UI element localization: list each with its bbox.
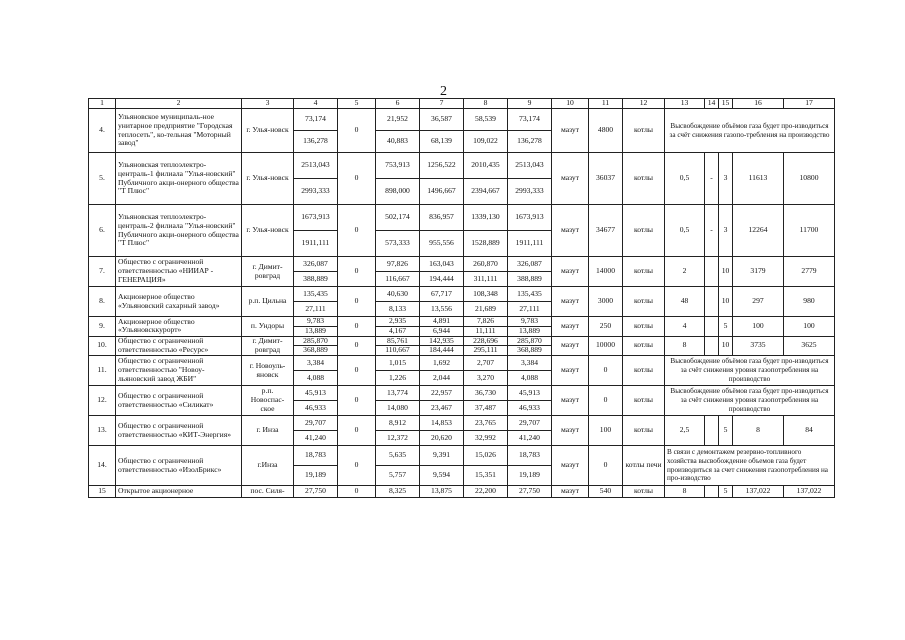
- value-cell: 297: [733, 287, 784, 317]
- equipment-cell: котлы: [623, 336, 665, 356]
- value-cell: 3,270: [464, 371, 508, 386]
- value-cell: 3: [719, 205, 733, 257]
- value-cell: 0: [338, 257, 376, 287]
- table-row: [89, 336, 835, 346]
- value-cell: 23,467: [420, 401, 464, 416]
- value-cell: 41,240: [508, 431, 552, 446]
- value-cell: 7,826: [464, 317, 508, 327]
- location-cell: г. Улья-новск: [242, 205, 294, 257]
- fuel-type-cell: мазут: [552, 486, 589, 498]
- value-cell: 1,015: [376, 356, 420, 371]
- value-cell: 1911,111: [508, 231, 552, 257]
- row-number-cell: 11.: [89, 356, 116, 386]
- note-cell: Высвобождение объёмов газа будет про-изводиться за счёт снижения уровня газопотребления на производство: [665, 356, 835, 386]
- value-cell: 1339,130: [464, 205, 508, 231]
- value-cell: 41,240: [294, 431, 338, 446]
- value-cell: 13,875: [420, 486, 464, 498]
- value-cell: 13,774: [376, 386, 420, 401]
- location-cell: р.п. Новоспас-ское: [242, 386, 294, 416]
- fuel-type-cell: мазут: [552, 386, 589, 416]
- value-cell: 8,325: [376, 486, 420, 498]
- note-cell: В связи с демонтажем резервно-топливного хозяйства высвобождение объемов газа будет производиться за счет снижения газопотребления на про-изводство: [665, 446, 835, 486]
- value-cell: 8: [665, 486, 705, 498]
- value-cell: 116,667: [376, 272, 420, 287]
- value-cell: 5: [719, 317, 733, 337]
- fuel-type-cell: мазут: [552, 317, 589, 337]
- value-cell: 0: [338, 416, 376, 446]
- value-cell: 5: [719, 486, 733, 498]
- value-cell: 295,111: [464, 346, 508, 356]
- location-cell: г. Димит-ровград: [242, 336, 294, 356]
- value-cell: [705, 257, 719, 287]
- value-cell: 0,5: [665, 205, 705, 257]
- value-cell: 1,226: [376, 371, 420, 386]
- value-cell: 4800: [589, 109, 623, 153]
- value-cell: 0: [338, 287, 376, 317]
- value-cell: 48: [665, 287, 705, 317]
- equipment-cell: котлы: [623, 356, 665, 386]
- value-cell: 368,889: [294, 346, 338, 356]
- location-cell: г. Инза: [242, 416, 294, 446]
- value-cell: 8: [665, 336, 705, 356]
- header-cell: 15: [719, 99, 733, 109]
- value-cell: 3735: [733, 336, 784, 356]
- value-cell: 326,087: [294, 257, 338, 272]
- value-cell: 73,174: [294, 109, 338, 131]
- value-cell: 980: [784, 287, 835, 317]
- organization-cell: Акционерное общество «Ульяновсккурорт»: [116, 317, 242, 337]
- value-cell: 0: [338, 356, 376, 386]
- location-cell: г. Улья-новск: [242, 109, 294, 153]
- equipment-cell: котлы: [623, 416, 665, 446]
- header-cell: 13: [665, 99, 705, 109]
- value-cell: 36,587: [420, 109, 464, 131]
- value-cell: 2,5: [665, 416, 705, 446]
- value-cell: 163,043: [420, 257, 464, 272]
- value-cell: 1256,522: [420, 153, 464, 179]
- value-cell: 13,889: [294, 326, 338, 336]
- value-cell: 1911,111: [294, 231, 338, 257]
- value-cell: 194,444: [420, 272, 464, 287]
- location-cell: г.Инза: [242, 446, 294, 486]
- value-cell: 29,707: [508, 416, 552, 431]
- location-cell: г. Димит-ровград: [242, 257, 294, 287]
- value-cell: 100: [589, 416, 623, 446]
- value-cell: 21,952: [376, 109, 420, 131]
- organization-cell: Общество с ограниченной ответственностью «Силикат»: [116, 386, 242, 416]
- location-cell: г. Улья-новск: [242, 153, 294, 205]
- table-row: [89, 317, 835, 327]
- equipment-cell: котлы: [623, 287, 665, 317]
- value-cell: 21,689: [464, 302, 508, 317]
- value-cell: 18,783: [508, 446, 552, 466]
- value-cell: 0,5: [665, 153, 705, 205]
- value-cell: 9,391: [420, 446, 464, 466]
- value-cell: 137,022: [784, 486, 835, 498]
- value-cell: 0: [338, 317, 376, 337]
- value-cell: 14,853: [420, 416, 464, 431]
- value-cell: 40,630: [376, 287, 420, 302]
- table-row: [89, 386, 835, 401]
- value-cell: 15,026: [464, 446, 508, 466]
- organization-cell: Открытое акционерное: [116, 486, 242, 498]
- value-cell: 100: [784, 317, 835, 337]
- fuel-type-cell: мазут: [552, 153, 589, 205]
- value-cell: 0: [338, 446, 376, 486]
- value-cell: 228,696: [464, 336, 508, 346]
- value-cell: 0: [589, 386, 623, 416]
- value-cell: [705, 336, 719, 356]
- value-cell: 10000: [589, 336, 623, 356]
- value-cell: 753,913: [376, 153, 420, 179]
- value-cell: 0: [338, 109, 376, 153]
- row-number-cell: 9.: [89, 317, 116, 337]
- value-cell: 10: [719, 287, 733, 317]
- value-cell: 135,435: [294, 287, 338, 302]
- value-cell: 5: [719, 416, 733, 446]
- equipment-cell: котлы: [623, 486, 665, 498]
- value-cell: 2,707: [464, 356, 508, 371]
- value-cell: 19,189: [294, 466, 338, 486]
- value-cell: 898,000: [376, 179, 420, 205]
- header-cell: 10: [552, 99, 589, 109]
- fuel-type-cell: мазут: [552, 416, 589, 446]
- value-cell: 137,022: [733, 486, 784, 498]
- table-row: [89, 257, 835, 272]
- organization-cell: Общество с ограниченной ответственностью «ИзолБрикс»: [116, 446, 242, 486]
- value-cell: 326,087: [508, 257, 552, 272]
- location-cell: п. Ундоры: [242, 317, 294, 337]
- value-cell: [705, 486, 719, 498]
- value-cell: [705, 287, 719, 317]
- value-cell: 58,539: [464, 109, 508, 131]
- value-cell: 2,044: [420, 371, 464, 386]
- value-cell: 0: [338, 153, 376, 205]
- row-number-cell: 12.: [89, 386, 116, 416]
- note-cell: Высвобождение объёмов газа будет про-изводиться за счёт снижения газопо-требления на производство: [665, 109, 835, 153]
- organization-cell: Общество с ограниченной ответственностью «Ресурс»: [116, 336, 242, 356]
- header-cell: 12: [623, 99, 665, 109]
- value-cell: 14000: [589, 257, 623, 287]
- organization-cell: Общество с ограниченной ответственностью "Новоу-льяновский завод ЖБИ": [116, 356, 242, 386]
- table-row: [89, 356, 835, 371]
- value-cell: 1,692: [420, 356, 464, 371]
- value-cell: 502,174: [376, 205, 420, 231]
- value-cell: 20,620: [420, 431, 464, 446]
- table-row: [89, 416, 835, 431]
- value-cell: 108,348: [464, 287, 508, 302]
- equipment-cell: котлы: [623, 109, 665, 153]
- value-cell: 10: [719, 257, 733, 287]
- value-cell: 40,883: [376, 131, 420, 153]
- value-cell: 2779: [784, 257, 835, 287]
- value-cell: 540: [589, 486, 623, 498]
- fuel-type-cell: мазут: [552, 257, 589, 287]
- row-number-cell: 14.: [89, 446, 116, 486]
- header-cell: 1: [89, 99, 116, 109]
- value-cell: 6,944: [420, 326, 464, 336]
- value-cell: 5,757: [376, 466, 420, 486]
- value-cell: 184,444: [420, 346, 464, 356]
- value-cell: 142,935: [420, 336, 464, 346]
- organization-cell: Общество с ограниченной ответственностью «КИТ-Энергия»: [116, 416, 242, 446]
- value-cell: 388,889: [508, 272, 552, 287]
- page-number: 2: [440, 84, 447, 99]
- organization-cell: Акционерное общество «Ульяновский сахарный завод»: [116, 287, 242, 317]
- row-number-cell: 6.: [89, 205, 116, 257]
- value-cell: 13,889: [508, 326, 552, 336]
- value-cell: 2,935: [376, 317, 420, 327]
- value-cell: 84: [784, 416, 835, 446]
- value-cell: 19,189: [508, 466, 552, 486]
- value-cell: 0: [338, 205, 376, 257]
- value-cell: 136,278: [294, 131, 338, 153]
- row-number-cell: 13.: [89, 416, 116, 446]
- value-cell: 22,200: [464, 486, 508, 498]
- value-cell: 45,913: [508, 386, 552, 401]
- equipment-cell: котлы: [623, 153, 665, 205]
- value-cell: 46,933: [508, 401, 552, 416]
- value-cell: 135,435: [508, 287, 552, 302]
- row-number-cell: 8.: [89, 287, 116, 317]
- value-cell: 12264: [733, 205, 784, 257]
- value-cell: 15,351: [464, 466, 508, 486]
- fuel-type-cell: мазут: [552, 446, 589, 486]
- value-cell: 368,889: [508, 346, 552, 356]
- value-cell: 3625: [784, 336, 835, 356]
- value-cell: 36037: [589, 153, 623, 205]
- value-cell: 573,333: [376, 231, 420, 257]
- header-row: [89, 99, 835, 109]
- value-cell: 34677: [589, 205, 623, 257]
- value-cell: 1528,889: [464, 231, 508, 257]
- value-cell: 97,826: [376, 257, 420, 272]
- value-cell: 12,372: [376, 431, 420, 446]
- value-cell: 37,487: [464, 401, 508, 416]
- value-cell: 5,635: [376, 446, 420, 466]
- value-cell: 11700: [784, 205, 835, 257]
- value-cell: 4,088: [508, 371, 552, 386]
- value-cell: 14,080: [376, 401, 420, 416]
- value-cell: 11613: [733, 153, 784, 205]
- value-cell: 22,957: [420, 386, 464, 401]
- header-cell: 16: [733, 99, 784, 109]
- value-cell: 1496,667: [420, 179, 464, 205]
- value-cell: 0: [338, 336, 376, 356]
- value-cell: 8,133: [376, 302, 420, 317]
- header-cell: 17: [784, 99, 835, 109]
- value-cell: 250: [589, 317, 623, 337]
- value-cell: 2993,333: [294, 179, 338, 205]
- value-cell: 4: [665, 317, 705, 337]
- value-cell: 2993,333: [508, 179, 552, 205]
- value-cell: 11,111: [464, 326, 508, 336]
- header-cell: 3: [242, 99, 294, 109]
- value-cell: 836,957: [420, 205, 464, 231]
- value-cell: 27,750: [508, 486, 552, 498]
- row-number-cell: 7.: [89, 257, 116, 287]
- header-cell: 2: [116, 99, 242, 109]
- equipment-cell: котлы: [623, 205, 665, 257]
- value-cell: 136,278: [508, 131, 552, 153]
- value-cell: 9,783: [294, 317, 338, 327]
- table-row: [89, 287, 835, 302]
- value-cell: 110,667: [376, 346, 420, 356]
- value-cell: 27,750: [294, 486, 338, 498]
- location-cell: р.п. Цильна: [242, 287, 294, 317]
- location-cell: г. Новоуль-яновск: [242, 356, 294, 386]
- row-number-cell: 15: [89, 486, 116, 498]
- value-cell: 2513,043: [294, 153, 338, 179]
- header-cell: 8: [464, 99, 508, 109]
- note-cell: Высвобождение объёмов газа будет про-изводиться за счёт снижения уровня газопотребления на производство: [665, 386, 835, 416]
- value-cell: 85,761: [376, 336, 420, 346]
- value-cell: 9,783: [508, 317, 552, 327]
- equipment-cell: котлы печи: [623, 446, 665, 486]
- header-cell: 11: [589, 99, 623, 109]
- value-cell: 109,022: [464, 131, 508, 153]
- value-cell: 36,730: [464, 386, 508, 401]
- value-cell: 27,111: [294, 302, 338, 317]
- value-cell: 100: [733, 317, 784, 337]
- value-cell: 10: [719, 336, 733, 356]
- value-cell: 0: [338, 486, 376, 498]
- table-row: [89, 109, 835, 131]
- fuel-type-cell: мазут: [552, 287, 589, 317]
- value-cell: 955,556: [420, 231, 464, 257]
- value-cell: 67,717: [420, 287, 464, 302]
- fuel-type-cell: мазут: [552, 336, 589, 356]
- value-cell: 285,870: [294, 336, 338, 346]
- header-cell: 14: [705, 99, 719, 109]
- equipment-cell: котлы: [623, 317, 665, 337]
- fuel-type-cell: мазут: [552, 205, 589, 257]
- table-row: [89, 153, 835, 179]
- fuel-reserve-table: [88, 98, 835, 498]
- value-cell: 388,889: [294, 272, 338, 287]
- value-cell: 9,594: [420, 466, 464, 486]
- value-cell: 18,783: [294, 446, 338, 466]
- table-row: [89, 205, 835, 231]
- equipment-cell: котлы: [623, 386, 665, 416]
- value-cell: 2: [665, 257, 705, 287]
- value-cell: 3179: [733, 257, 784, 287]
- value-cell: 0: [589, 356, 623, 386]
- value-cell: 3,384: [508, 356, 552, 371]
- value-cell: 1673,913: [508, 205, 552, 231]
- value-cell: 4,891: [420, 317, 464, 327]
- value-cell: 32,992: [464, 431, 508, 446]
- value-cell: 3,384: [294, 356, 338, 371]
- header-cell: 7: [420, 99, 464, 109]
- value-cell: -: [705, 205, 719, 257]
- fuel-type-cell: мазут: [552, 356, 589, 386]
- value-cell: [705, 416, 719, 446]
- value-cell: 2010,435: [464, 153, 508, 179]
- value-cell: [705, 317, 719, 337]
- header-cell: 6: [376, 99, 420, 109]
- value-cell: 260,870: [464, 257, 508, 272]
- header-cell: 9: [508, 99, 552, 109]
- row-number-cell: 10.: [89, 336, 116, 356]
- header-cell: 5: [338, 99, 376, 109]
- value-cell: 311,111: [464, 272, 508, 287]
- organization-cell: Общество с ограниченной ответственностью «НИИАР - ГЕНЕРАЦИЯ»: [116, 257, 242, 287]
- value-cell: 285,870: [508, 336, 552, 346]
- value-cell: 73,174: [508, 109, 552, 131]
- header-cell: 4: [294, 99, 338, 109]
- value-cell: 23,765: [464, 416, 508, 431]
- value-cell: -: [705, 153, 719, 205]
- table-row: [89, 446, 835, 466]
- value-cell: 8,912: [376, 416, 420, 431]
- value-cell: 4,167: [376, 326, 420, 336]
- value-cell: 3000: [589, 287, 623, 317]
- value-cell: 0: [338, 386, 376, 416]
- value-cell: 29,707: [294, 416, 338, 431]
- value-cell: 2513,043: [508, 153, 552, 179]
- location-cell: пос. Силя-: [242, 486, 294, 498]
- table-row: [89, 486, 835, 498]
- value-cell: 46,933: [294, 401, 338, 416]
- value-cell: 2394,667: [464, 179, 508, 205]
- row-number-cell: 4.: [89, 109, 116, 153]
- value-cell: 8: [733, 416, 784, 446]
- value-cell: 27,111: [508, 302, 552, 317]
- organization-cell: Ульяновская теплоэлектро-централь-1 филиала "Улья-новский" Публичного акци-онерного общества "Т Плюс": [116, 153, 242, 205]
- value-cell: 10800: [784, 153, 835, 205]
- value-cell: 68,139: [420, 131, 464, 153]
- value-cell: 1673,913: [294, 205, 338, 231]
- value-cell: 4,088: [294, 371, 338, 386]
- fuel-type-cell: мазут: [552, 109, 589, 153]
- value-cell: 3: [719, 153, 733, 205]
- row-number-cell: 5.: [89, 153, 116, 205]
- organization-cell: Ульяновская теплоэлектро-централь-2 филиала "Улья-новский" Публичного акци-онерного общества "Т Плюс": [116, 205, 242, 257]
- value-cell: 13,556: [420, 302, 464, 317]
- value-cell: 45,913: [294, 386, 338, 401]
- equipment-cell: котлы: [623, 257, 665, 287]
- value-cell: 0: [589, 446, 623, 486]
- organization-cell: Ульяновское муниципаль-ное унитарное предприятие "Городская теплосеть", ко-тельная "Моторный завод": [116, 109, 242, 153]
